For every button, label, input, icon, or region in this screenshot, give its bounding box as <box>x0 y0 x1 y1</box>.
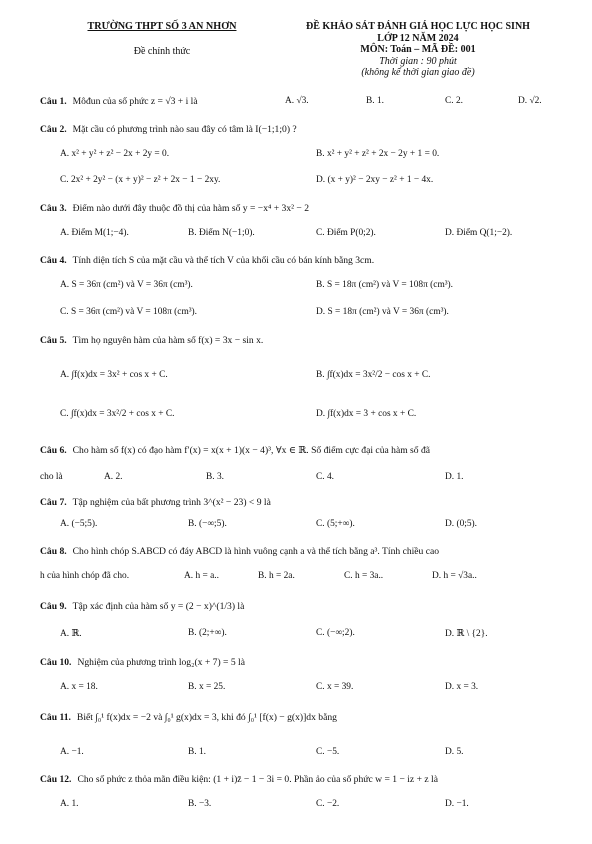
option-a: A. ∫f(x)dx = 3x² + cos x + C. <box>60 370 168 380</box>
option-a: A. (−5;5). <box>60 519 98 529</box>
question-text: Tập nghiệm của bất phương trình 3^(x² − 23) < 9 là <box>72 497 271 508</box>
option-a: A. h = a.. <box>184 571 219 581</box>
question-text: Nghiệm của phương trình log₂(x + 7) = 5 là <box>77 657 245 668</box>
question-text: Mặt cầu có phương trình nào sau đây có tâm là I(−1;1;0) ? <box>72 124 297 135</box>
question-2: Câu 2. Mặt cầu có phương trình nào sau đây có tâm là I(−1;1;0) ? <box>40 124 297 135</box>
option-d: D. 5. <box>445 747 464 757</box>
school-name: TRƯỜNG THPT SỐ 3 AN NHƠN <box>87 21 237 32</box>
option-d: D. Điểm Q(1;−2). <box>445 228 513 238</box>
exam-subject: MÔN: Toán – MÃ ĐỀ: 001 <box>360 44 476 55</box>
question-3: Câu 3. Điểm nào dưới đây thuộc đồ thị của hàm số y = −x⁴ + 3x² − 2 <box>40 203 310 214</box>
question-12: Câu 12. Cho số phức z thỏa mãn điều kiện: (1 + i)z̄ − 1 − 3i = 0. Phần ảo của số phức w = 1 − iz + z là <box>40 774 438 785</box>
option-b: B. ∫f(x)dx = 3x²/2 − cos x + C. <box>316 370 431 380</box>
question-6: Câu 6. Cho hàm số f(x) có đạo hàm f′(x) = x(x + 1)(x − 4)³, ∀x ∈ ℝ. Số điểm cực đại của hàm số đã <box>40 445 431 456</box>
question-text: Biết ∫₀¹ f(x)dx = −2 và ∫₀¹ g(x)dx = 3, khi đó ∫₀¹ [f(x) − g(x)]dx bằng <box>76 712 337 723</box>
option-c: C. −5. <box>316 747 340 757</box>
option-b: B. (2;+∞). <box>188 628 227 638</box>
option-d: D. ℝ \ {2}. <box>445 629 488 639</box>
option-b: B. 1. <box>366 96 384 106</box>
option-c: C. Điểm P(0;2). <box>316 228 376 238</box>
question-text: Tập xác định của hàm số y = (2 − x)^(1/3) là <box>72 601 245 612</box>
header-left <box>52 21 272 57</box>
option-d: D. S = 18π (cm²) và V = 36π (cm³). <box>316 307 449 317</box>
option-a: A. x² + y² + z² − 2x + 2y = 0. <box>60 149 170 159</box>
exam-title: ĐỀ KHẢO SÁT ĐÁNH GIÁ HỌC LỰC HỌC SINH <box>306 21 530 32</box>
exam-note: (không kể thời gian giao đề) <box>361 67 475 78</box>
option-c: C. (−∞;2). <box>316 628 355 638</box>
option-c: C. (5;+∞). <box>316 519 355 529</box>
option-d: D. −1. <box>445 799 469 809</box>
option-b: B. x² + y² + z² + 2x − 2y + 1 = 0. <box>316 149 440 159</box>
option-b: B. x = 25. <box>188 682 226 692</box>
question-11: Câu 11. Biết ∫₀¹ f(x)dx = −2 và ∫₀¹ g(x)dx = 3, khi đó ∫₀¹ [f(x) − g(x)]dx bằng <box>40 712 337 723</box>
option-d: D. h = √3a.. <box>432 571 477 581</box>
question-1: Câu 1. Môđun của số phức z = √3 + i là <box>40 96 198 107</box>
question-text: Điểm nào dưới đây thuộc đồ thị của hàm số y = −x⁴ + 3x² − 2 <box>72 203 310 214</box>
option-d: D. 1. <box>445 472 464 482</box>
option-b: B. h = 2a. <box>258 571 295 581</box>
official-label: Đề chính thức <box>133 46 191 57</box>
question-10: Câu 10. Nghiệm của phương trình log₂(x + 7) = 5 là <box>40 657 245 668</box>
question-text: Cho hàm số f(x) có đạo hàm f′(x) = x(x + 1)(x − 4)³, ∀x ∈ ℝ. Số điểm cực đại của hàm số đã <box>72 445 431 456</box>
question-7: Câu 7. Tập nghiệm của bất phương trình 3^(x² − 23) < 9 là <box>40 497 271 508</box>
option-a: A. ℝ. <box>60 629 82 639</box>
option-c: C. h = 3a.. <box>344 571 384 581</box>
option-a: A. √3. <box>285 96 309 106</box>
option-a: A. S = 36π (cm²) và V = 36π (cm³). <box>60 280 193 290</box>
header-right <box>268 21 568 79</box>
question-text: Môđun của số phức z = √3 + i là <box>72 96 198 107</box>
option-c: C. −2. <box>316 799 340 809</box>
option-c: C. x = 39. <box>316 682 354 692</box>
option-a: A. Điểm M(1;−4). <box>60 228 129 238</box>
option-b: B. S = 18π (cm²) và V = 108π (cm³). <box>316 280 454 290</box>
option-a: A. 1. <box>60 799 79 809</box>
option-b: B. −3. <box>188 799 212 809</box>
question-text: Tính diện tích S của mặt cầu và thể tích V của khối cầu có bán kính bằng 3cm. <box>72 255 375 266</box>
exam-time: Thời gian : 90 phút <box>379 55 457 67</box>
option-a: A. x = 18. <box>60 682 98 692</box>
option-c: C. 2x² + 2y² − (x + y)² − z² + 2x − 1 − 2xy. <box>60 175 221 185</box>
option-d: D. x = 3. <box>445 682 479 692</box>
option-c: C. ∫f(x)dx = 3x²/2 + cos x + C. <box>60 409 175 419</box>
question-text: Cho hình chóp S.ABCD có đáy ABCD là hình vuông cạnh a và thể tích bằng a³. Tính chiều cao <box>72 546 440 557</box>
option-c: C. 4. <box>316 472 334 482</box>
question-8: Câu 8. Cho hình chóp S.ABCD có đáy ABCD là hình vuông cạnh a và thể tích bằng a³. Tính chiều cao <box>40 546 440 557</box>
question-continuation: h của hình chóp đã cho. <box>40 571 130 581</box>
option-b: B. (−∞;5). <box>188 519 227 529</box>
question-continuation: cho là <box>40 472 63 482</box>
option-d: D. (0;5). <box>445 519 478 529</box>
question-5: Câu 5. Tìm họ nguyên hàm của hàm số f(x) = 3x − sin x. <box>40 335 264 346</box>
option-a: A. 2. <box>104 472 123 482</box>
question-4: Câu 4. Tính diện tích S của mặt cầu và thể tích V của khối cầu có bán kính bằng 3cm. <box>40 255 375 266</box>
exam-grade: LỚP 12 NĂM 2024 <box>377 32 459 44</box>
question-text: Cho số phức z thỏa mãn điều kiện: (1 + i)z̄ − 1 − 3i = 0. Phần ảo của số phức w = 1 − iz + z là <box>77 774 438 785</box>
option-c: C. S = 36π (cm²) và V = 108π (cm³). <box>60 307 198 317</box>
question-text: Tìm họ nguyên hàm của hàm số f(x) = 3x − sin x. <box>72 335 264 346</box>
option-b: B. Điểm N(−1;0). <box>188 228 255 238</box>
option-c: C. 2. <box>445 96 463 106</box>
option-d: D. √2. <box>518 96 542 106</box>
option-d: D. ∫f(x)dx = 3 + cos x + C. <box>316 409 417 419</box>
option-b: B. 3. <box>206 472 224 482</box>
question-9: Câu 9. Tập xác định của hàm số y = (2 − x)^(1/3) là <box>40 601 245 612</box>
option-a: A. −1. <box>60 747 84 757</box>
option-d: D. (x + y)² − 2xy − z² + 1 − 4x. <box>316 175 434 185</box>
option-b: B. 1. <box>188 747 206 757</box>
